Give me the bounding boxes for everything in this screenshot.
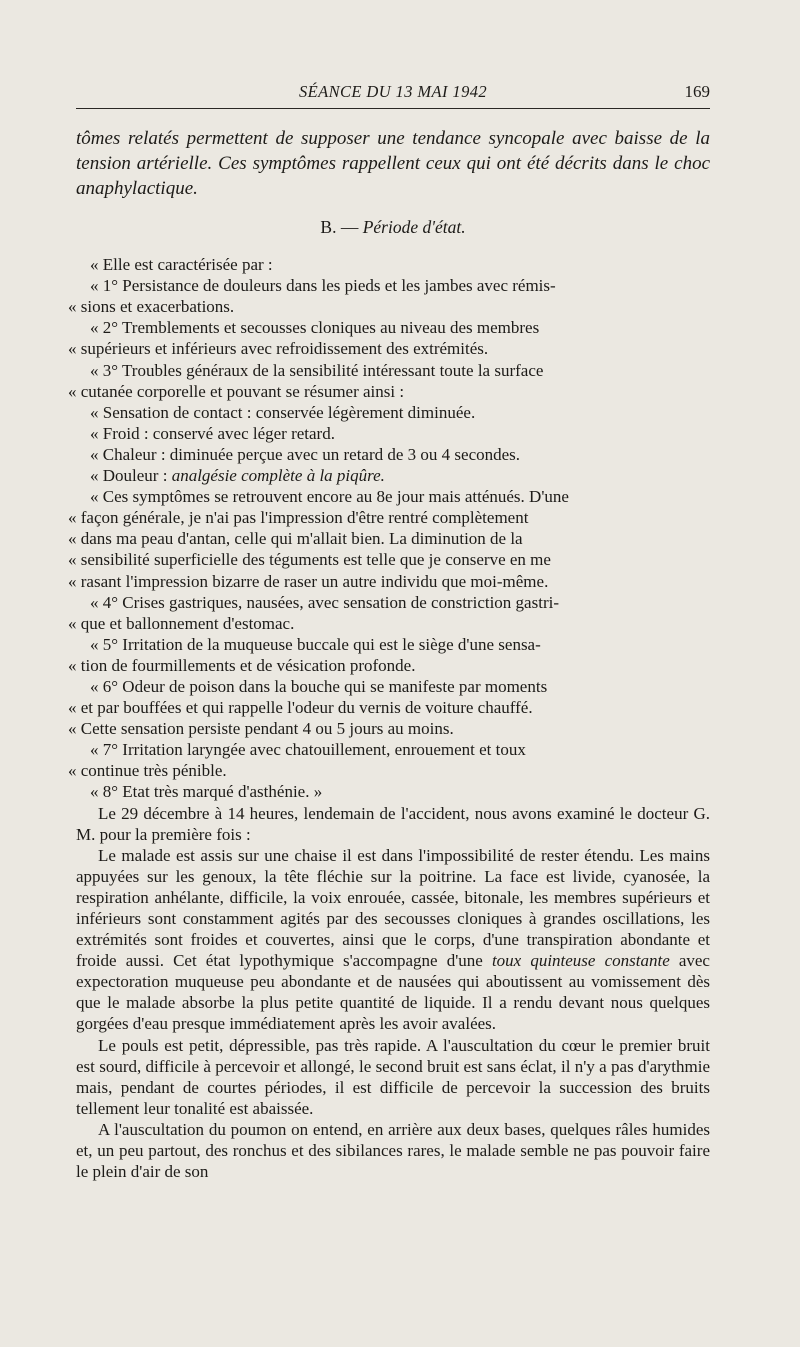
quote-line: « Froid : conservé avec léger retard. bbox=[90, 423, 335, 443]
quote-line: « cutanée corporelle et pouvant se résumer ainsi : bbox=[68, 381, 405, 401]
patient-state-text-a: Le malade est assis sur une chaise il est dans l'impossibilité de rester étendu. Les mains appuyées sur les genoux, la tête fléchie sur la poitrine. La face est livide, cyanosée, la respiration anhélante, difficile, la voix enrouée, cassée, bitonale, les membres supérieurs et inférieurs sont constamment agités par des secousses cloniques à grandes oscillations, les extrémités sont froides et couvertes, ainsi que le corps, d'une transpiration abondante et froide aussi. Cet état lypothymique s'accompagne d'une bbox=[76, 845, 710, 971]
quote-line: « que et ballonnement d'estomac. bbox=[68, 613, 295, 633]
quote-line: « Ces symptômes se retrouvent encore au 8e jour mais atténués. D'une bbox=[90, 487, 569, 507]
page-body bbox=[68, 126, 710, 1182]
section-title: Période d'état. bbox=[362, 217, 466, 237]
quote-line: « 5° Irritation de la muqueuse buccale qui est le siège d'une sensa- bbox=[90, 634, 541, 654]
douleur-prefix: « Douleur : bbox=[90, 466, 172, 486]
quote-line: « supérieurs et inférieurs avec refroidissement des extrémités. bbox=[68, 339, 489, 359]
page-number: 169 bbox=[684, 82, 710, 101]
quote-line: « 6° Odeur de poison dans la bouche qui se manifeste par moments bbox=[90, 676, 548, 696]
douleur-emphasis: analgésie complète à la piqûre. bbox=[171, 466, 385, 486]
quote-line: « 8° Etat très marqué d'asthénie. » bbox=[90, 782, 323, 802]
patient-state-text-b: avec expectoration muqueuse peu abondante et de nausées qui aboutissent au vomissement dès que le malade absorbe la plus petite quantité de liquide. Il a rendu devant nous quelques gorgées d'eau presque immédiatement après les avoir avalées. bbox=[76, 951, 710, 1034]
patient-state-emphasis: toux quinteuse constante bbox=[491, 951, 670, 971]
quote-line: « 3° Troubles généraux de la sensibilité intéressant toute la surface bbox=[90, 360, 544, 380]
quote-line: « Chaleur : diminuée perçue avec un retard de 3 ou 4 secondes. bbox=[90, 444, 521, 464]
quote-line: « sensibilité superficielle des téguments est telle que je conserve en me bbox=[68, 550, 551, 570]
section-label: B. — bbox=[320, 217, 359, 237]
paragraph-lung: A l'auscultation du poumon on entend, en arrière aux deux bases, quelques râles humides et, un peu partout, des ronchus et des sibilances rares, le malade semble ne pas pouvoir faire le plein d'air de son bbox=[76, 1119, 710, 1182]
running-header bbox=[76, 80, 710, 109]
quoted-testimony bbox=[68, 254, 710, 802]
quote-line: « rasant l'impression bizarre de raser un autre individu que moi-même. bbox=[68, 571, 549, 591]
section-heading bbox=[76, 217, 710, 238]
quote-line: « sions et exacerbations. bbox=[68, 297, 235, 317]
quote-line: « 4° Crises gastriques, nausées, avec sensation de constriction gastri- bbox=[90, 592, 559, 612]
quote-line: « tion de fourmillements et de vésication profonde. bbox=[68, 655, 416, 675]
header-title: SÉANCE DU 13 MAI 1942 bbox=[298, 82, 488, 101]
quote-line: « Cette sensation persiste pendant 4 ou 5 jours au moins. bbox=[68, 719, 454, 739]
quote-line: « 1° Persistance de douleurs dans les pieds et les jambes avec rémis- bbox=[90, 276, 556, 296]
quote-line: « 2° Tremblements et secousses cloniques au niveau des membres bbox=[90, 318, 540, 338]
intro-italic-paragraph: tômes relatés permettent de supposer une tendance syncopale avec baisse de la tension artérielle. Ces symptômes rappellent ceux qui ont été décrits dans le choc anaphylactique. bbox=[76, 128, 710, 199]
paragraph-pulse: Le pouls est petit, dépressible, pas très rapide. A l'auscultation du cœur le premier bruit est sourd, difficile à percevoir et allongé, le second bruit est sans éclat, il n'y a pas d'arythmie mais, pendant de courtes périodes, il est difficile de percevoir la succession des bruits tellement leur tonalité est abaissée. bbox=[76, 1035, 710, 1118]
quote-line: « Sensation de contact : conservée légèrement diminuée. bbox=[90, 402, 476, 422]
paragraph-examination: Le 29 décembre à 14 heures, lendemain de l'accident, nous avons examiné le docteur G. M. pour la première fois : bbox=[76, 803, 710, 844]
quote-line: « dans ma peau d'antan, celle qui m'allait bien. La diminution de la bbox=[68, 529, 523, 549]
quote-line: « et par bouffées et qui rappelle l'odeur du vernis de voiture chauffé. bbox=[68, 698, 533, 718]
paragraph-patient-state bbox=[76, 845, 710, 1035]
quote-line: « Elle est caractérisée par : bbox=[90, 255, 273, 275]
quote-line: « 7° Irritation laryngée avec chatouillement, enrouement et toux bbox=[90, 740, 526, 760]
quote-line: « façon générale, je n'ai pas l'impression d'être rentré complètement bbox=[68, 508, 529, 528]
quote-line: « continue très pénible. bbox=[68, 761, 227, 781]
quote-line-douleur bbox=[76, 465, 710, 486]
